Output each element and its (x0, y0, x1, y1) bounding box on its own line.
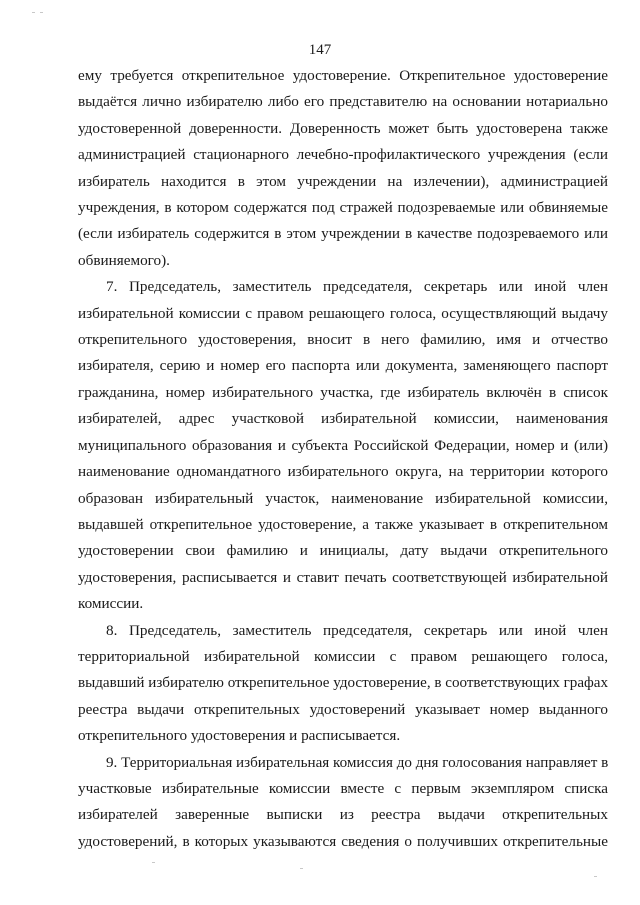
document-body (78, 63, 608, 855)
text-line: избиратель находится в этом учреждении на излечении), администрацией (78, 172, 608, 190)
text-line: территориальной избирательной комиссии с правом решающего голоса, (78, 647, 608, 665)
paragraph-8 (78, 618, 608, 750)
text-line: учреждения, в котором содержатся под стражей подозреваемые или обвиняемые (78, 199, 608, 217)
text-line: открепительного удостоверения и расписывается. (78, 727, 401, 745)
text-line: 7. Председатель, заместитель председателя, секретарь или иной член (106, 278, 608, 296)
paragraph-continuation (78, 63, 608, 274)
text-line: ему требуется открепительное удостоверение. Открепительное удостоверение (78, 67, 609, 84)
text-line: удостоверений, в которых указываются сведения о получивших открепительные (78, 832, 608, 850)
scan-speck (152, 862, 155, 863)
paragraph-7 (78, 274, 608, 617)
text-line: избирательной комиссии с правом решающего голоса, осуществляющий выдачу (78, 304, 608, 322)
text-line: наименование одномандатного избирательного округа, на территории которого (78, 463, 608, 481)
page-number: 147 (308, 42, 332, 58)
text-line: выдавший избирателю открепительное удостоверение, в соответствующих графах (78, 675, 609, 692)
paragraph-9 (78, 750, 608, 856)
scan-speck (300, 868, 303, 869)
text-line: гражданина, номер избирательного участка, где избиратель включён в список (78, 383, 608, 401)
text-line: обвиняемого). (78, 251, 170, 269)
text-line: участковые избирательные комиссии вместе с первым экземпляром списка (78, 779, 608, 797)
text-line: открепительного удостоверения, вносит в него фамилию, имя и отчество (78, 331, 608, 349)
text-line: 8. Председатель, заместитель председателя, секретарь или иной член (106, 621, 608, 639)
text-line: избирателя, серию и номер его паспорта или документа, заменяющего паспорт (78, 357, 608, 375)
text-line: комиссии. (78, 595, 144, 613)
text-line: (если избиратель содержится в этом учреждении в качестве подозреваемого или (78, 225, 608, 243)
text-line: выдавшей открепительное удостоверение, а также указывает в открепительном (78, 515, 609, 533)
text-line: избирателей, адрес участковой избирательной комиссии, наименования (78, 410, 609, 428)
text-line: удостоверенной доверенности. Доверенность может быть удостоверена также (78, 119, 609, 137)
scan-speck (32, 12, 35, 13)
text-line: образован избирательный участок, наименование избирательной комиссии, (78, 489, 608, 507)
text-line: администрацией стационарного лечебно-профилактического учреждения (если (78, 146, 609, 164)
text-line: выдаётся лично избирателю либо его представителю на основании нотариально (78, 93, 609, 111)
text-line: удостоверения, расписывается и ставит печать соответствующей избирательной (78, 568, 609, 586)
text-line: 9. Территориальная избирательная комиссия до дня голосования направляет в (106, 754, 609, 771)
scan-speck (40, 12, 43, 13)
text-line: избирателей заверенные выписки из реестра выдачи открепительных (78, 806, 608, 824)
text-line: удостоверении свои фамилию и инициалы, дату выдачи открепительного (78, 542, 609, 560)
scan-speck (594, 876, 597, 877)
text-line: реестра выдачи открепительных удостоверений указывает номер выданного (78, 700, 609, 718)
text-line: муниципального образования и субъекта Российской Федерации, номер и (или) (78, 436, 609, 454)
